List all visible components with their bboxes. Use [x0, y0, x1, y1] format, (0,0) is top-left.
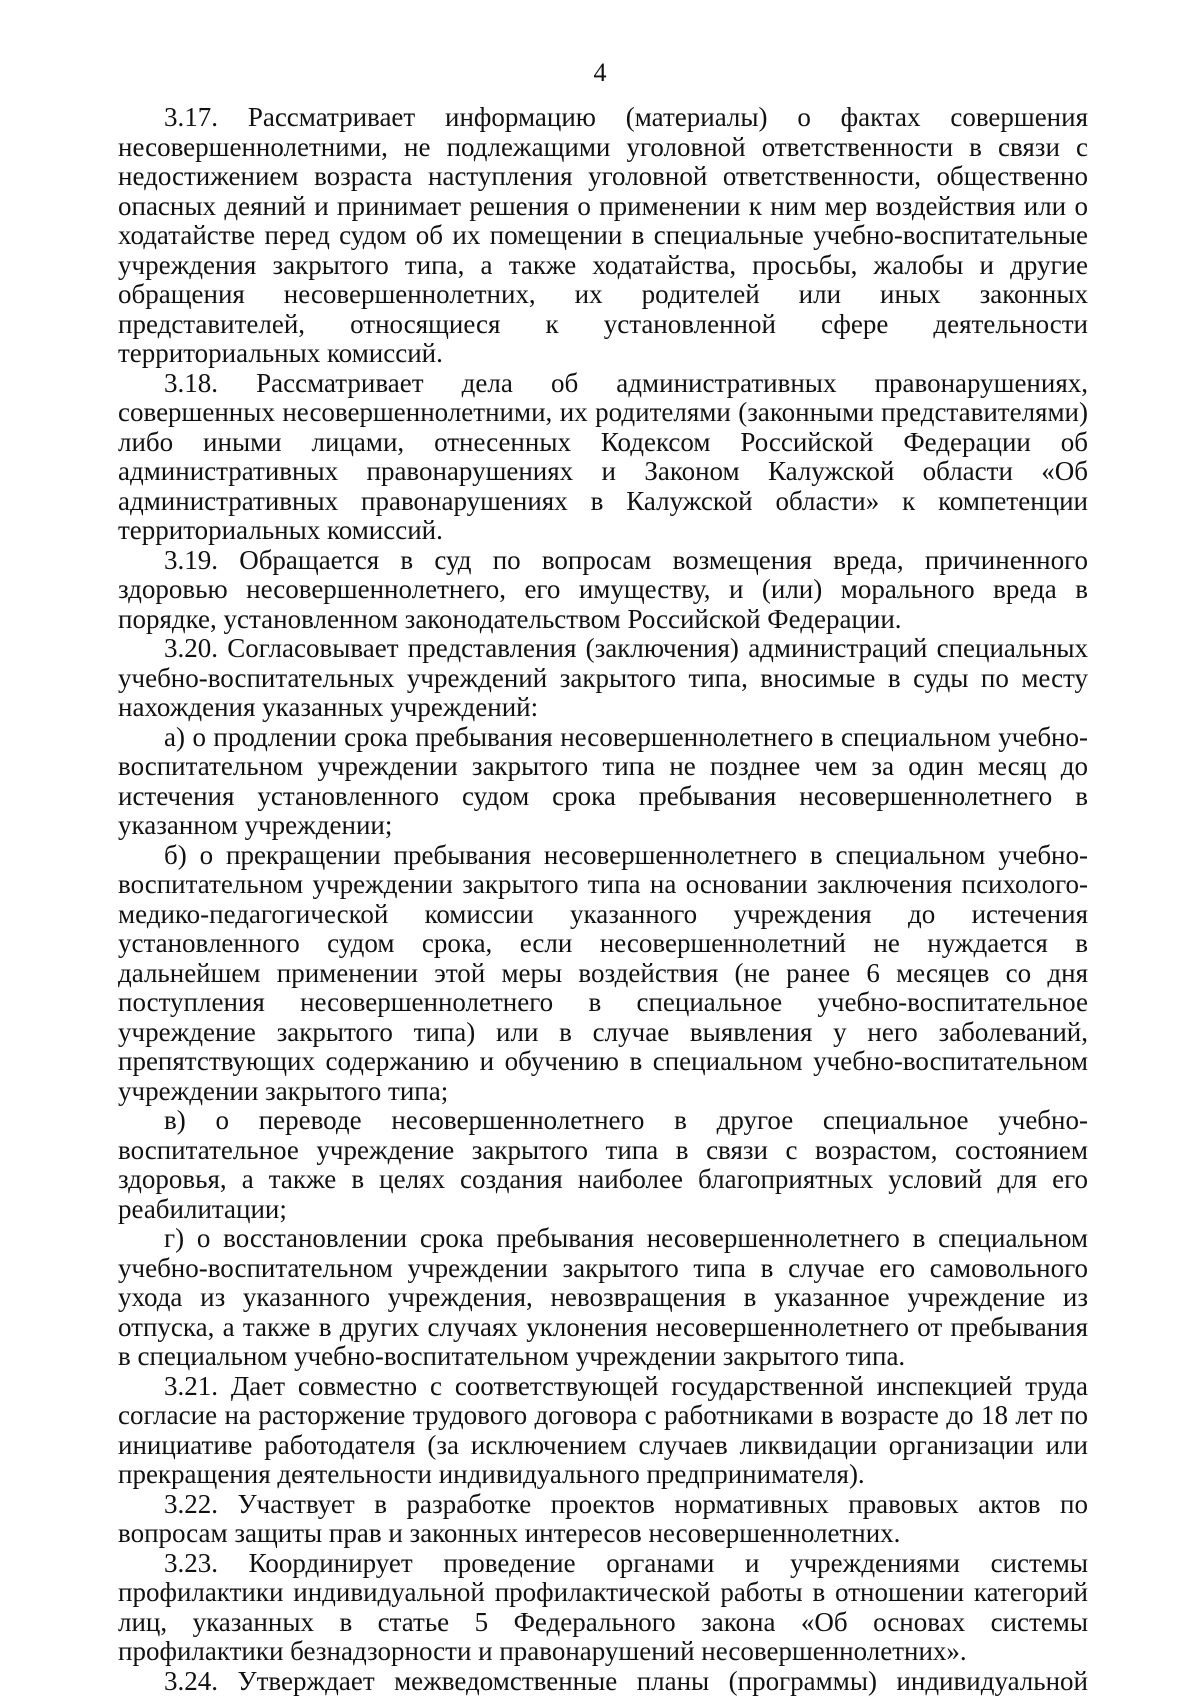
page-number: 4	[593, 58, 607, 87]
paragraph-3-18: 3.18. Рассматривает дела об административных правонарушениях, совершенных несовершеннолетними, их родителями (законными представителями) либо иными лицами, отнесенных Кодексом Российской Федерации об административных правонарушениях и Законом Калужской области «Об административных правонарушениях в Калужской области» к компетенции территориальных комиссий.	[118, 367, 1088, 545]
subparagraph-g: г) о восстановлении срока пребывания несовершеннолетнего в специальном учебно-воспитательном учреждении закрытого типа в случае его самовольного ухода из указанного учреждения, невозвращения в указанное учреждение из отпуска, а также в других случаях уклонения несовершеннолетнего от пребывания в специальном учебно-воспитательном учреждении закрытого типа.	[118, 1223, 1088, 1371]
paragraph-3-17: 3.17. Рассматривает информацию (материалы) о фактах совершения несовершеннолетними, не подлежащими уголовной ответственности в связи с недостижением возраста наступления уголовной ответственности, общественно опасных деяний и принимает решения о применении к ним мер воздействия или о ходатайстве перед судом об их помещении в специальные учебно-воспитательные учреждения закрытого типа, а также ходатайства, просьбы, жалобы и другие обращения несовершеннолетних, их родителей или иных законных представителей, относящиеся к установленной сфере деятельности территориальных комиссий.	[118, 102, 1088, 368]
subparagraph-a: а) о продлении срока пребывания несовершеннолетнего в специальном учебно-воспитательном учреждении закрытого типа не позднее чем за один месяц до истечения установленного судом срока пребывания несовершеннолетнего в указанном учреждении;	[118, 721, 1088, 840]
paragraph-3-21: 3.21. Дает совместно с соответствующей государственной инспекцией труда согласие на расторжение трудового договора с работниками в возрасте до 18 лет по инициативе работодателя (за исключением случаев ликвидации организации или прекращения деятельности индивидуального предпринимателя).	[118, 1370, 1088, 1489]
subparagraph-v: в) о переводе несовершеннолетнего в другое специальное учебно-воспитательное учреждение закрытого типа в связи с возрастом, состоянием здоровья, а также в целях создания наиболее благоприятных условий для его реабилитации;	[118, 1105, 1088, 1224]
paragraph-3-19: 3.19. Обращается в суд по вопросам возмещения вреда, причиненного здоровью несовершеннолетнего, его имуществу, и (или) морального вреда в порядке, установленном законодательством Российской Федерации.	[118, 544, 1088, 634]
paragraph-3-24: 3.24. Утверждает межведомственные планы (программы) индивидуальной	[164, 1665, 1088, 1696]
paragraph-3-22: 3.22. Участвует в разработке проектов нормативных правовых актов по вопросам защиты прав и законных интересов несовершеннолетних.	[118, 1488, 1088, 1548]
paragraph-3-23: 3.23. Координирует проведение органами и учреждениями системы профилактики индивидуальной профилактической работы в отношении категорий лиц, указанных в статье 5 Федерального закона «Об основах системы профилактики безнадзорности и правонарушений несовершеннолетних».	[118, 1547, 1088, 1666]
paragraph-3-20: 3.20. Согласовывает представления (заключения) администраций специальных учебно-воспитательных учреждений закрытого типа, вносимые в суды по месту нахождения указанных учреждений:	[118, 633, 1088, 722]
document-body	[118, 103, 1088, 1696]
subparagraph-b: б) о прекращении пребывания несовершеннолетнего в специальном учебно-воспитательном учреждении закрытого типа на основании заключения психолого-медико-педагогической комиссии указанного учреждения до истечения установленного судом срока, если несовершеннолетний не нуждается в дальнейшем применении этой меры воздействия (не ранее 6 месяцев со дня поступления несовершеннолетнего в специальное учебно-воспитательное учреждение закрытого типа) или в случае выявления у него заболеваний, препятствующих содержанию и обучению в специальном учебно-воспитательном учреждении закрытого типа;	[118, 839, 1088, 1106]
